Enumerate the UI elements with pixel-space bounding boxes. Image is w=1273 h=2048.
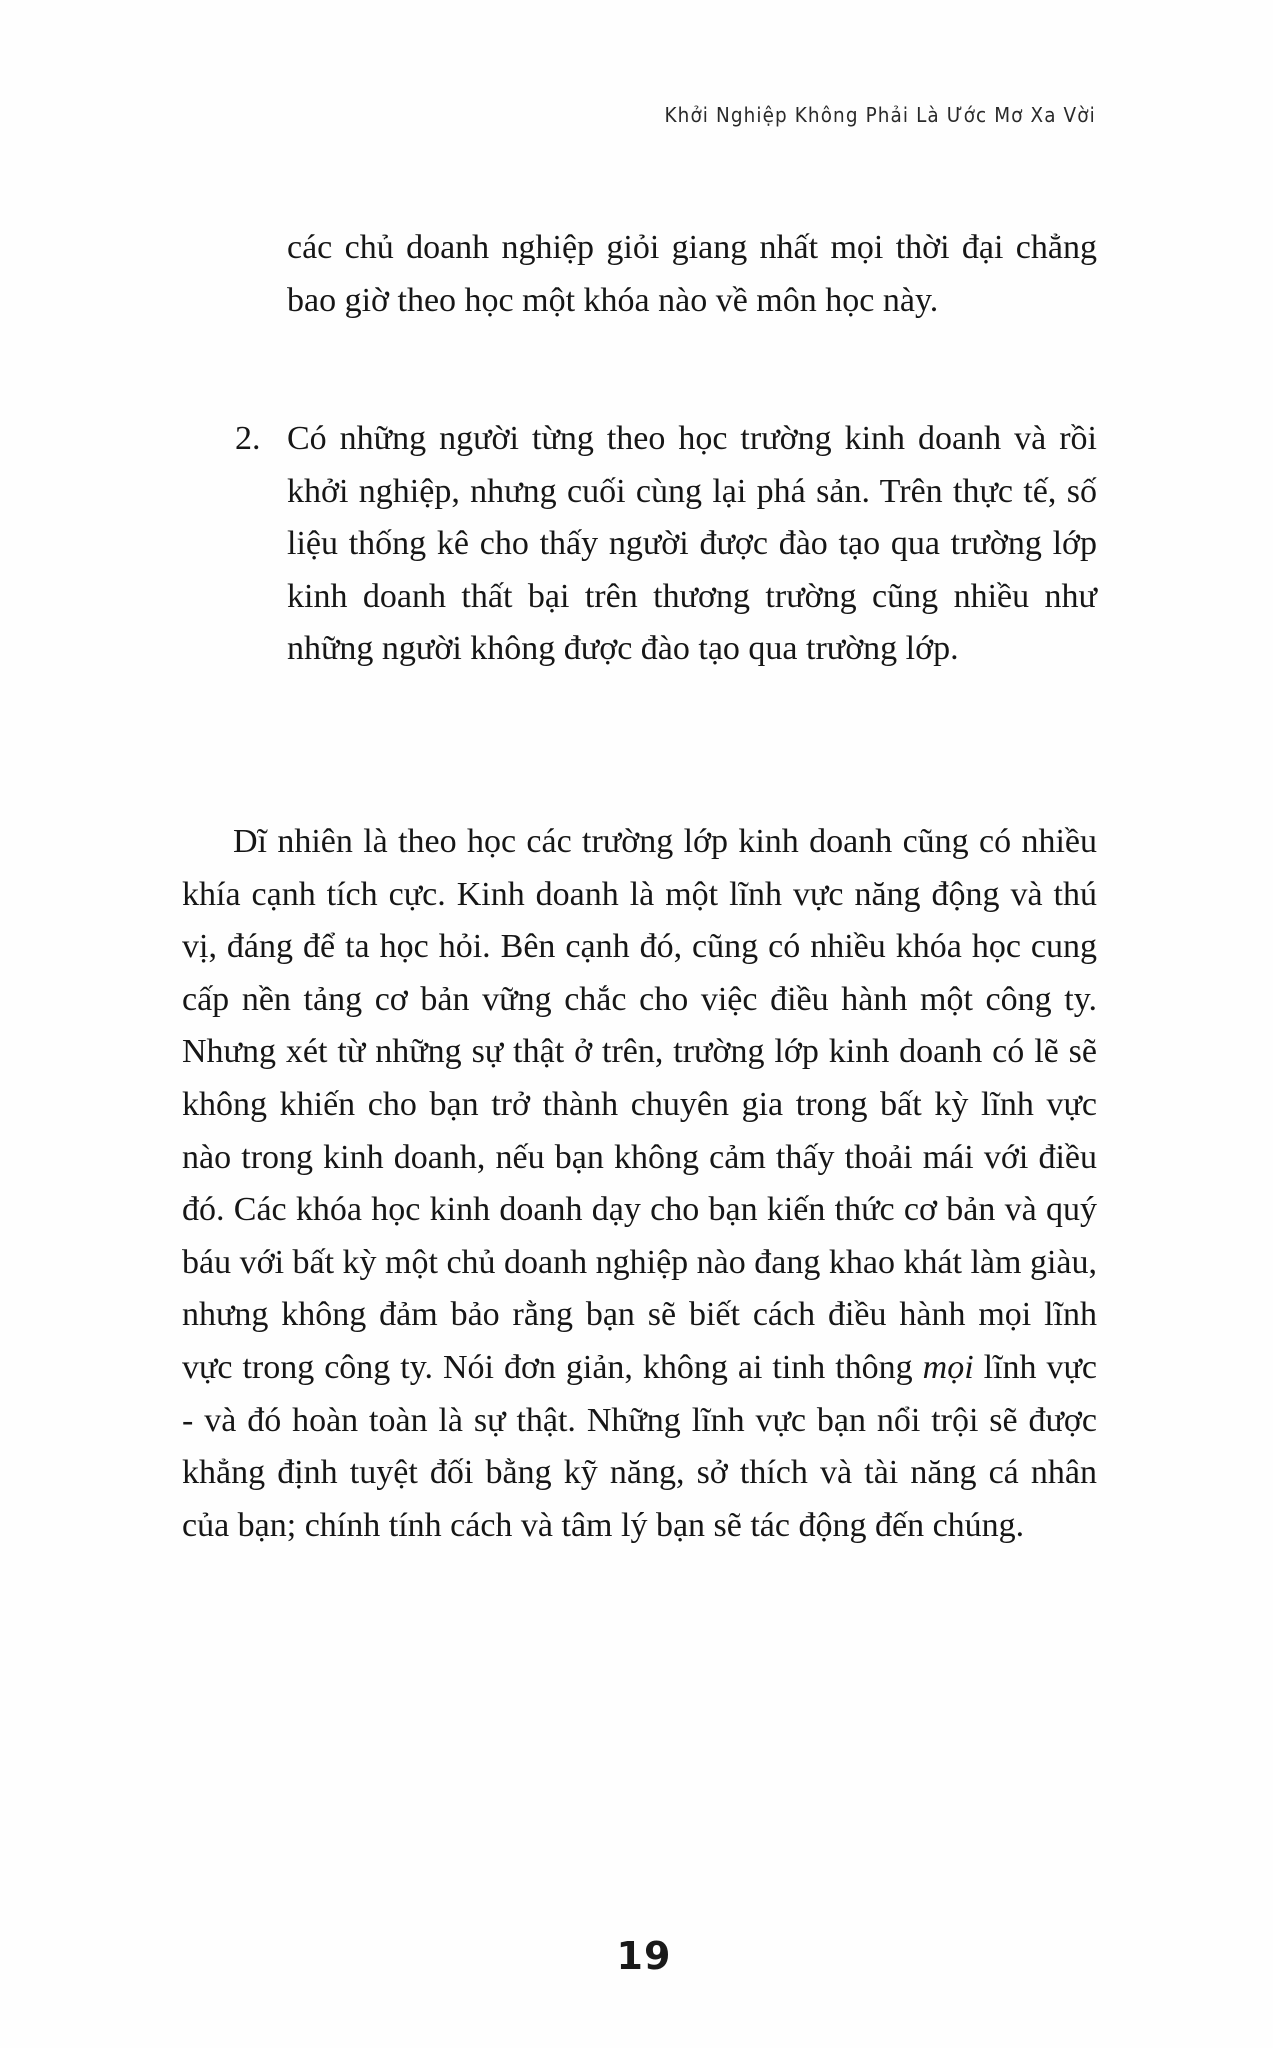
list-marker: 2. bbox=[235, 420, 261, 457]
body-paragraph bbox=[182, 816, 1097, 1552]
list-item bbox=[232, 413, 1097, 676]
paragraph-text-part-1: Dĩ nhiên là theo học các trường lớp kinh doanh cũng có nhiều khía cạnh tích cực. Kinh doanh là một lĩnh vực năng động và thú vị, đáng để ta học hỏi. Bên cạnh đó, cũng có nhiều khóa học cung cấp nền tảng cơ bản vững chắc cho việc điều hành một công ty. Nhưng xét từ những sự thật ở trên, trường lớp kinh doanh có lẽ sẽ không khiến cho bạn trở thành chuyên gia trong bất kỳ lĩnh vực nào trong kinh doanh, nếu bạn không cảm thấy thoải mái với điều đó. Các khóa học kinh doanh dạy cho bạn kiến thức cơ bản và quý báu với bất kỳ một chủ doanh nghiệp nào đang khao khát làm giàu, nhưng không đảm bảo rằng bạn sẽ biết cách điều hành mọi lĩnh vực trong công ty. Nói đơn giản, không ai tinh thông bbox=[182, 823, 1097, 1386]
running-header: Khởi Nghiệp Không Phải Là Ước Mơ Xa Vời bbox=[664, 103, 1096, 127]
paragraph-emphasis: mọi bbox=[922, 1348, 974, 1386]
continuation-text: các chủ doanh nghiệp giỏi giang nhất mọi thời đại chẳng bao giờ theo học một khóa nào về môn học này. bbox=[287, 229, 1097, 319]
list-item-text: Có những người từng theo học trường kinh doanh và rồi khởi nghiệp, nhưng cuối cùng lại phá sản. Trên thực tế, số liệu thống kê cho thấy người được đào tạo qua trường lớp kinh doanh thất bại trên thương trường cũng nhiều như những người không được đào tạo qua trường lớp. bbox=[287, 420, 1097, 668]
numbered-list bbox=[232, 413, 1097, 676]
page-number: 19 bbox=[616, 1934, 672, 1978]
continued-list-text bbox=[287, 222, 1097, 327]
paragraph-text-part-2: lĩnh vực - và đó hoàn toàn là sự thật. Những lĩnh vực bạn nổi trội sẽ được khẳng định tuyệt đối bằng kỹ năng, sở thích và tài năng cá nhân của bạn; chính tính cách và tâm lý bạn sẽ tác động đến chúng. bbox=[182, 1348, 1097, 1544]
